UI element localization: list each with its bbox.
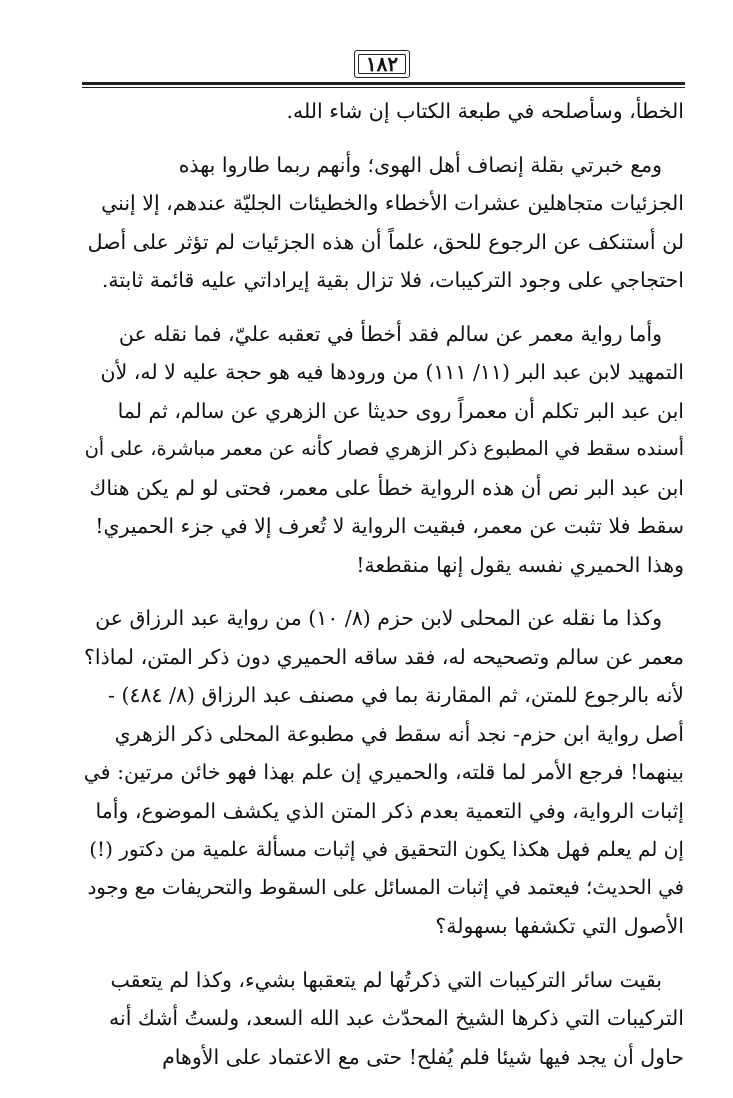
text-line: إن لم يعلم فهل هكذا يكون التحقيق في إثبات مسألة علمية من دكتور (!): [89, 837, 684, 861]
text-line: احتجاجي على وجود التركيبات، فلا تزال بقية إيراداتي عليه قائمة ثابتة.: [101, 268, 684, 292]
text-line: الخطأ، وسأصلحه في طبعة الكتاب إن شاء الله.: [286, 99, 684, 123]
text-line: حاول أن يجد فيها شيئا فلم يُفلح! حتى مع الاعتماد على الأوهام: [162, 1044, 684, 1069]
text-line: وهذا الحميري نفسه يقول إنها منقطعة!: [356, 552, 684, 577]
text-line: بينهما! فرجع الأمر لما قلته، والحميري إن علم بهذا فهو خائن مرتين: في: [83, 760, 684, 784]
paragraph: [84, 146, 684, 300]
paragraph: [84, 599, 684, 946]
paragraph: [84, 92, 684, 131]
text-line: سقط فلا تثبت عن معمر، فبقيت الرواية لا تُعرف إلا في جزء الحميري!: [95, 514, 684, 538]
text-line: وأما رواية معمر عن سالم فقد أخطأ في تعقبه عليّ، فما نقله عن: [118, 321, 662, 346]
text-line: لأنه بالرجوع للمتن، ثم المقارنة بما في مصنف عبد الرزاق (٨/ ٤٨٤) -: [108, 683, 684, 707]
text-line: وكذا ما نقله عن المحلى لابن حزم (٨/ ١٠) من رواية عبد الرزاق عن: [95, 606, 662, 630]
page-number-text: ١٨٢: [365, 52, 399, 76]
text-line: ابن عبد البر تكلم أن معمراً روى حديثا عن الزهري عن سالم، ثم لما: [117, 398, 684, 423]
text-line: الأصول التي تكشفها بسهولة؟: [435, 914, 684, 938]
text-line: أسنده سقط في المطبوع ذكر الزهري فصار كأنه عن معمر مباشرة، على أن: [84, 437, 684, 460]
paragraph: [84, 315, 684, 585]
text-line: أصل رواية ابن حزم- نجد أنه سقط في مطبوعة المحلى ذكر الزهري: [114, 721, 684, 746]
text-line: الجزئيات متجاهلين عشرات الأخطاء والخطيئات الجليّة عندهم، إلا إنني: [101, 191, 684, 215]
page-number: [354, 50, 410, 78]
text-line: معمر عن سالم وتصحيحه له، فقد ساقه الحميري دون ذكر المتن، لماذا؟: [84, 644, 684, 669]
page-body: [84, 92, 684, 1091]
page-header: [82, 44, 685, 92]
text-line: ومع خبرتي بقلة إنصاف أهل الهوى؛ وأنهم ربما طاروا بهذه: [178, 152, 662, 177]
text-line: التركيبات التي ذكرها الشيخ المحدّث عبد الله السعد، ولستُ أشك أنه: [109, 1006, 684, 1030]
header-rule-thick: [82, 82, 685, 85]
text-line: إثبات الرواية، وفي التعمية بعدم ذكر المتن الذي يكشف الموضوع، وأما: [95, 798, 684, 823]
header-rule-thin: [82, 87, 685, 88]
text-line: في الحديث؛ فيعتمد في إثبات المسائل على السقوط والتحريفات مع وجود: [87, 875, 684, 899]
text-line: التمهيد لابن عبد البر (١١/ ١١١) من ورودها فيه هو حجة عليه لا له، لأن: [100, 360, 684, 384]
text-line: ابن عبد البر نص أن هذه الرواية خطأ على معمر، فحتى لو لم يكن هناك: [89, 475, 684, 500]
text-line: لن أستنكف عن الرجوع للحق، علماً أن هذه الجزئيات لم تؤثر على أصل: [87, 229, 684, 254]
paragraph: [84, 961, 684, 1077]
text-line: بقيت سائر التركيبات التي ذكرتُها لم يتعقبها بشيء، وكذا لم يتعقب: [110, 967, 662, 992]
